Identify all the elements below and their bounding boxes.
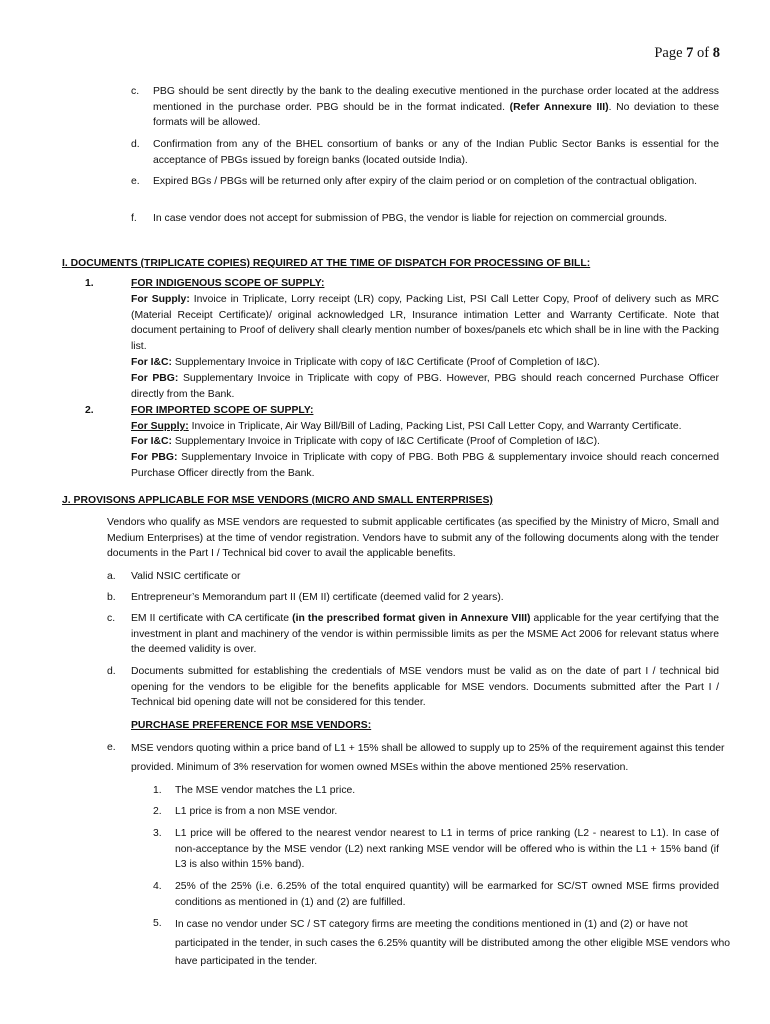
preference-rule-5: In case no vendor under SC / ST category firms are meeting the conditions mentioned in (1) and (2) or have not participated in the tender, in such cases the 6.25% quantity will be distributed among the other eligible MSE vendors who have participated in the tender. (175, 919, 731, 967)
preference-rule-3: L1 price will be offered to the nearest vendor nearest to L1 in terms of price ranking (L2 - nearest to L1). In case of non-acceptance by the MSE vendor (L2) next ranking MSE vendor will be offered who is within the L1 + 15% band (if L3 is also within 15% band). (175, 828, 719, 871)
list-marker: f. (131, 213, 137, 224)
indigenous-ic-docs: For I&C: Supplementary Invoice in Triplicate with copy of I&C Certificate (Proof of Completion of I&C). (131, 357, 600, 368)
rule-number: 4. (153, 881, 162, 892)
preference-rule-4: 25% of the 25% (i.e. 6.25% of the total enquired quantity) will be earmarked for SC/ST owned MSE firms provided conditions as mentioned in (1) and (2) are fulfilled. (175, 881, 719, 908)
item-number: 1. (85, 278, 94, 289)
section-i-heading: I. DOCUMENTS (TRIPLICATE COPIES) REQUIRED AT THE TIME OF DISPATCH FOR PROCESSING OF BILL: (62, 258, 591, 269)
preference-rule-1: The MSE vendor matches the L1 price. (175, 785, 356, 796)
imported-supply-docs: For Supply: Invoice in Triplicate, Air Way Bill/Bill of Lading, Packing List, PSI Call Letter Copy, and Warranty Certificate. (131, 421, 682, 432)
indigenous-supply-docs: For Supply: Invoice in Triplicate, Lorry receipt (LR) copy, Packing List, PSI Call Letter Copy, Proof of delivery such as MRC (Material Receipt Certificate)/ original acknowledged LR, Insurance intimation Letter and Warranty Certificate. Note that document pertaining to Proof of delivery shall clearly mention number of boxes/panels etc which shall be in line with the Packing list. (131, 294, 719, 352)
list-marker: b. (107, 592, 116, 603)
list-marker: d. (131, 139, 140, 150)
item-number: 2. (85, 405, 94, 416)
list-marker: e. (131, 176, 140, 187)
mse-doc-d: Documents submitted for establishing the credentials of MSE vendors must be valid as on the date of part I / technical bid opening for the vendors to be eligible for the benefits applicable for MSE vendors. Documents submitted after the Part I / Technical bid opening date will not be considered for this tender. (131, 666, 719, 709)
list-marker: c. (131, 86, 140, 97)
list-marker: c. (107, 613, 116, 624)
list-marker: d. (107, 666, 116, 677)
page-number: Page 7 of 8 (654, 45, 720, 61)
list-marker: a. (107, 571, 116, 582)
pbg-point-f: In case vendor does not accept for submission of PBG, the vendor is liable for rejection on commercial grounds. (153, 213, 668, 224)
pbg-point-d: Confirmation from any of the BHEL consortium of banks or any of the Indian Public Sector Banks is essential for the acceptance of PBGs issued by foreign banks (located outside India). (153, 139, 719, 166)
purchase-preference-heading: PURCHASE PREFERENCE FOR MSE VENDORS: (131, 720, 372, 731)
mse-doc-a: Valid NSIC certificate or (131, 571, 241, 582)
rule-number: 1. (153, 785, 162, 796)
indigenous-pbg-docs: For PBG: Supplementary Invoice in Triplicate with copy of PBG. However, PBG should reach concerned Purchase Officer directly from the Bank. (131, 373, 719, 400)
rule-number: 3. (153, 828, 162, 839)
rule-number: 5. (153, 918, 162, 929)
preference-rule-2: L1 price is from a non MSE vendor. (175, 806, 338, 817)
rule-number: 2. (153, 806, 162, 817)
section-j-heading: J. PROVISONS APPLICABLE FOR MSE VENDORS (MICRO AND SMALL ENTERPRISES) (62, 495, 493, 506)
imported-ic-docs: For I&C: Supplementary Invoice in Triplicate with copy of I&C Certificate (Proof of Completion of I&C). (131, 436, 600, 447)
pbg-point-c: PBG should be sent directly by the bank to the dealing executive mentioned in the purchase order located at the address mentioned in the purchase order. PBG should be in the format indicated. (Refer Annexure III). No deviation to these formats will be allowed. (153, 86, 719, 129)
indigenous-supply-title: FOR INDIGENOUS SCOPE OF SUPPLY: (131, 278, 325, 289)
pbg-point-e: Expired BGs / PBGs will be returned only after expiry of the claim period or on completion of the contractual obligation. (153, 176, 698, 187)
mse-intro: Vendors who qualify as MSE vendors are requested to submit applicable certificates (as specified by the Ministry of Micro, Small and Medium Enterprises) at the time of vendor registration. Vendors have to submit any of the following documents along with the tender documents in the Part I / Technical bid cover to avail the applicable benefits. (107, 517, 719, 560)
mse-preference-e: MSE vendors quoting within a price band of L1 + 15% shall be allowed to supply up to 25% of the requirement against this tender provided. Minimum of 3% reservation for women owned MSEs within the above mentioned 25% reservation. (131, 743, 725, 773)
imported-supply-title: FOR IMPORTED SCOPE OF SUPPLY: (131, 405, 314, 416)
list-marker: e. (107, 742, 116, 753)
imported-pbg-docs: For PBG: Supplementary Invoice in Triplicate with copy of PBG. Both PBG & supplementary invoice should reach concerned Purchase Officer directly from the Bank. (131, 452, 719, 479)
mse-doc-c: EM II certificate with CA certificate (in the prescribed format given in Annexure VIII) applicable for the year certifying that the investment in plant and machinery of the vendor is within permissible limits as per the MSME Act 2006 for relevant status where the deemed validity is over. (131, 613, 720, 656)
mse-doc-b: Entrepreneur’s Memorandum part II (EM II) certificate (deemed valid for 2 years). (131, 592, 504, 603)
